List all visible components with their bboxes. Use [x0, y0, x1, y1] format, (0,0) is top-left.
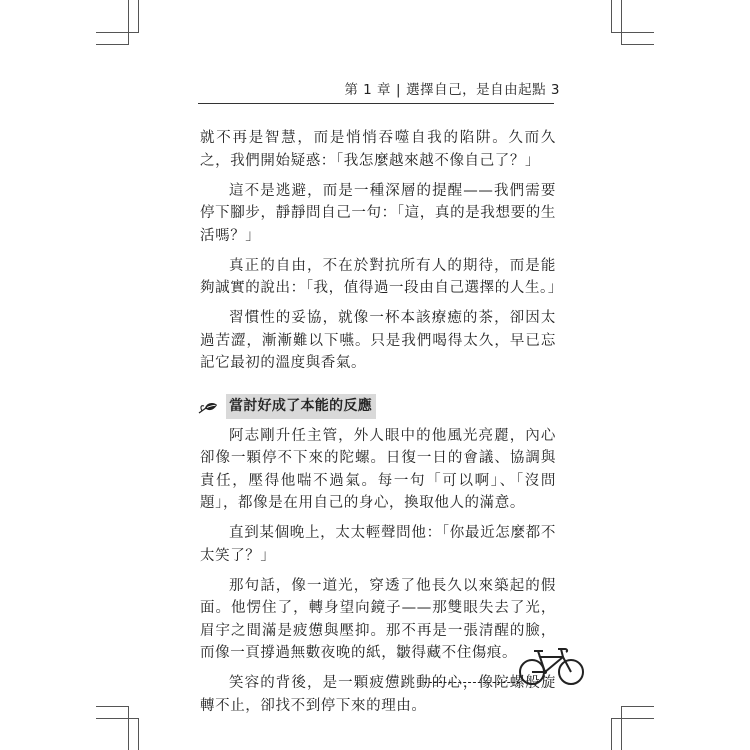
crop-mark	[138, 718, 139, 750]
bicycle-icon	[518, 640, 586, 688]
paragraph: 直到某個晚上，太太輕聲問他：「你最近怎麼都不太笑了？」	[200, 525, 556, 564]
paragraph: 阿志剛升任主管，外人眼中的他風光亮麗，內心卻像一顆停不下來的陀螺。日復一日的會議、協調與責任，壓得他喘不過氣。每一句「可以啊」、「沒問題」，都像是在用自己的身心，換取他人的滿意。	[200, 427, 556, 511]
section-title: 當討好成了本能的反應	[226, 394, 376, 419]
crop-mark	[128, 706, 129, 750]
paragraph: 笑容的背後，是一顆疲憊跳動的心，像陀螺般旋轉不止，卻找不到停下來的理由。	[200, 675, 556, 714]
page-number: 3	[550, 82, 560, 98]
crop-mark	[621, 44, 654, 45]
paragraph: 習慣性的妥協，就像一杯本該療癒的茶，卻因太過苦澀，漸漸難以下嚥。只是我們喝得太久，早已忘記它最初的溫度與香氣。	[200, 310, 556, 371]
paragraph: 真正的自由，不在於對抗所有人的期待，而是能夠誠實的說出：「我，值得過一段由自己選擇的人生。」	[200, 257, 563, 296]
body-text	[200, 127, 563, 725]
crop-mark	[611, 718, 612, 750]
crop-mark	[621, 0, 622, 44]
crop-mark	[611, 32, 654, 33]
crop-mark	[621, 706, 654, 707]
leaf-bullet-icon	[198, 400, 218, 414]
section-heading	[198, 396, 556, 418]
crop-mark	[611, 718, 654, 719]
header-rule	[198, 103, 554, 104]
crop-mark	[128, 0, 129, 44]
running-header	[200, 78, 560, 98]
paragraph: 那句話，像一道光，穿透了他長久以來築起的假面。他愣住了，轉身望向鏡子——那雙眼失去了光，眉宇之間滿是疲憊與壓抑。那不再是一張清醒的臉，而像一頁撐過無數夜晚的紙，皺得藏不住傷痕。	[200, 577, 556, 661]
crop-mark	[96, 44, 129, 45]
paragraph: 這不是逃避，而是一種深層的提醒——我們需要停下腳步，靜靜問自己一句：「這，真的是我想要的生活嗎？」	[200, 182, 556, 244]
paragraph: 就不再是智慧，而是悄悄吞噬自我的陷阱。久而久之，我們開始疑惑：「我怎麼越來越不像自己了？」	[200, 130, 556, 169]
crop-mark	[96, 718, 139, 719]
chapter-title: 選擇自己，是自由起點	[406, 82, 547, 98]
crop-mark	[96, 32, 139, 33]
chapter-label: 第 1 章	[344, 82, 392, 98]
crop-mark	[96, 706, 129, 707]
header-separator: |	[396, 82, 402, 98]
crop-mark	[621, 706, 622, 750]
dashed-rule	[424, 682, 520, 683]
crop-mark	[611, 0, 612, 32]
crop-mark	[138, 0, 139, 32]
